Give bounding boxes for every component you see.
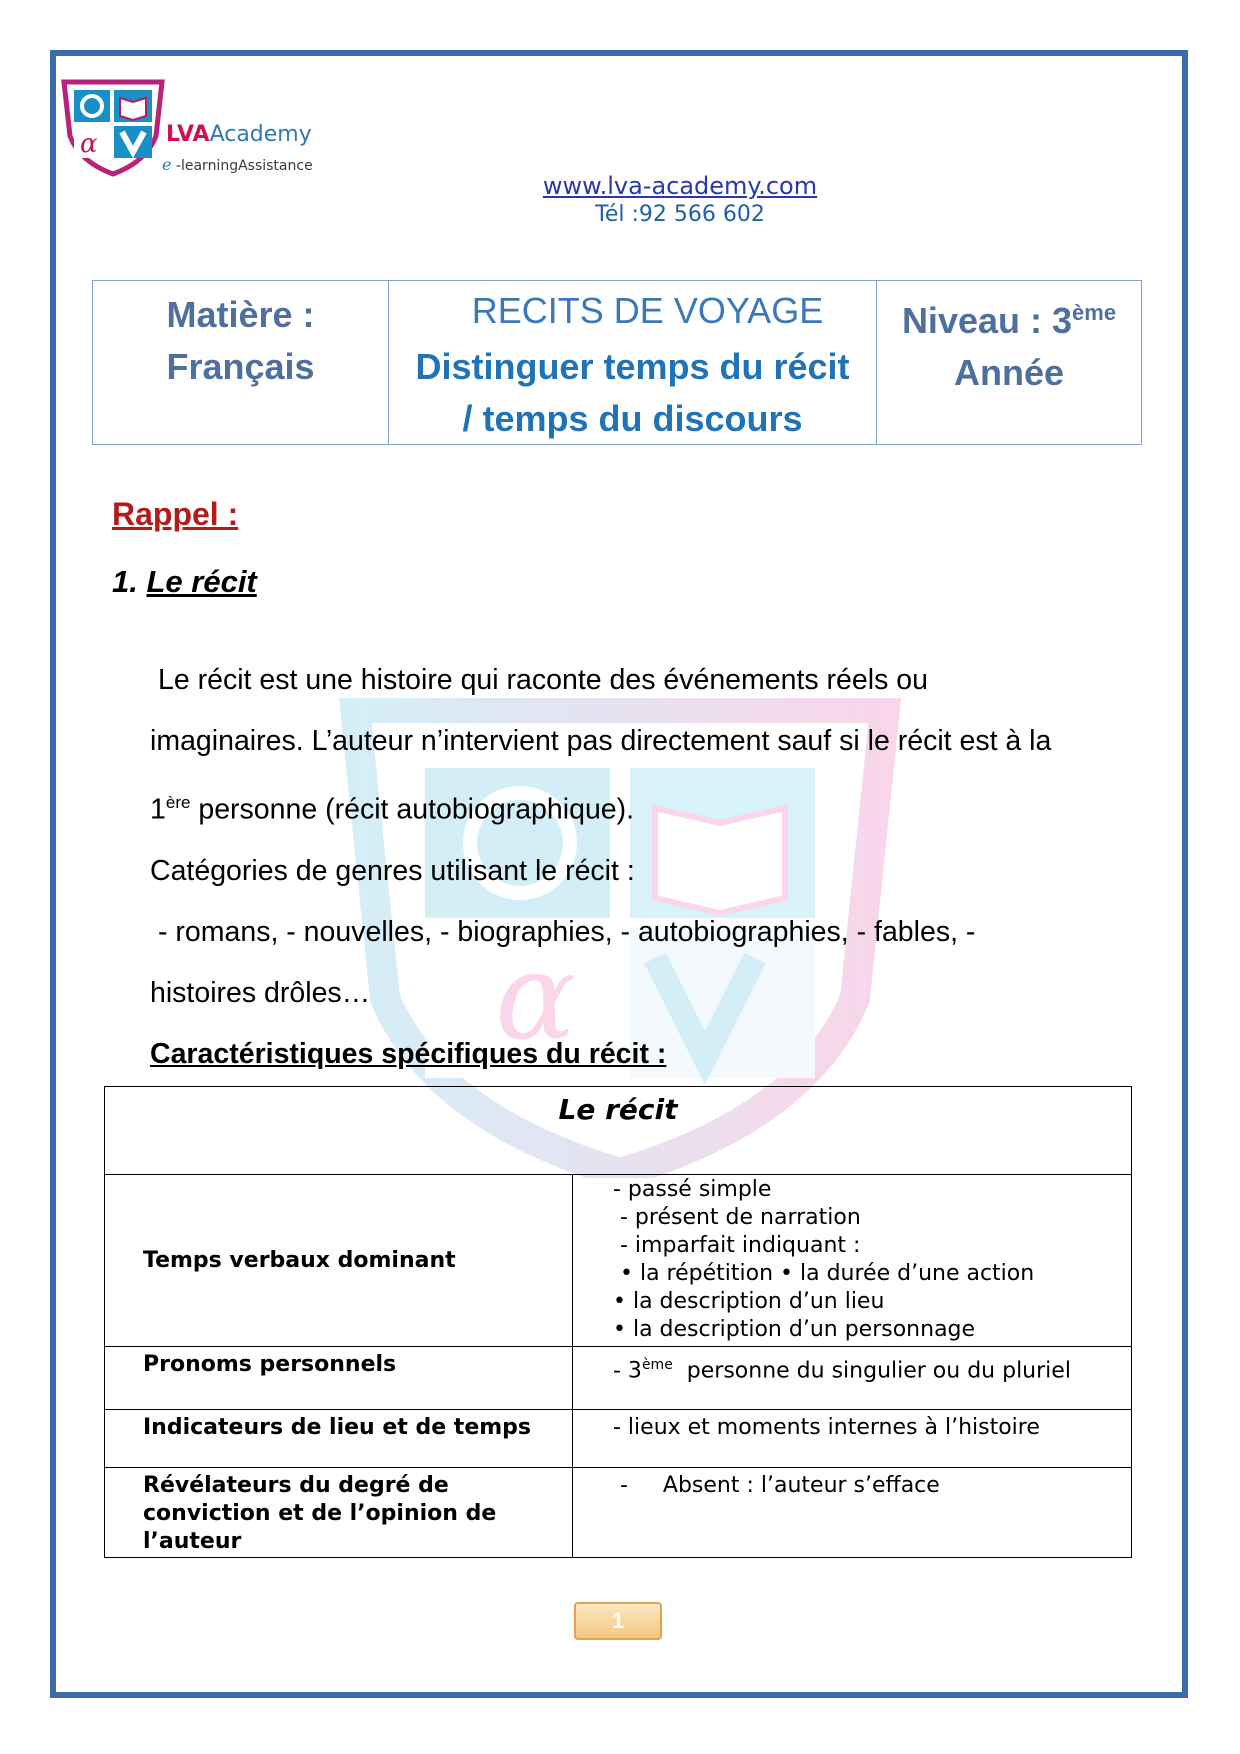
genres-title: Catégories de genres utilisant le récit : [150, 854, 635, 887]
para-line-3: 1ère personne (récit autobiographique). [150, 793, 635, 826]
row-value-line: - imparfait indiquant : [613, 1233, 861, 1258]
row-value-sup: ème [641, 1357, 673, 1373]
row-label: Indicateurs de lieu et de temps [105, 1410, 573, 1468]
section-number: 1. [112, 564, 138, 599]
logo-tagline-text: -learningAssistance [171, 158, 313, 174]
row-value-line: • la description d’un personnage [613, 1317, 976, 1342]
genres-line-1: - romans, - nouvelles, - biographies, - autobiographies, - fables, - [158, 915, 976, 948]
table-row [105, 1468, 1132, 1558]
table-row [105, 1410, 1132, 1468]
row-value: - lieux et moments internes à l’histoire [573, 1410, 1132, 1468]
lva-academy-logo-icon [58, 78, 168, 178]
phone-number: Tél :92 566 602 [595, 202, 765, 227]
row-label: Pronoms personnels [105, 1347, 573, 1410]
subject-label: Matière : [166, 294, 315, 335]
page-number: 1 [574, 1602, 662, 1640]
lesson-theme: RECITS DE VOYAGE [471, 290, 824, 331]
genres-line-2: histoires drôles… [150, 976, 371, 1009]
logo-name [166, 122, 312, 147]
rappel-heading: Rappel : [112, 496, 239, 532]
subject-value: Français [166, 346, 315, 387]
lesson-title-line2: / temps du discours [462, 398, 803, 439]
recit-table [104, 1086, 1132, 1558]
level-sup: ème [1072, 300, 1117, 325]
title-cell [389, 281, 877, 444]
table-row [105, 1175, 1132, 1347]
lesson-title-line1: Distinguer temps du récit [415, 346, 850, 387]
lesson-title [389, 341, 876, 445]
section-heading [112, 564, 257, 600]
svg-text:α: α [495, 928, 577, 1067]
info-table [92, 280, 1142, 445]
row-value: - 3ème personne du singulier ou du pluriel [573, 1347, 1132, 1410]
subject-cell [93, 281, 389, 444]
row-value [573, 1468, 1132, 1558]
logo-name-part1: LVA [166, 122, 210, 147]
row-label: Révélateurs du degré de conviction et de l’opinion de l’auteur [105, 1468, 573, 1558]
para-line-1: Le récit est une histoire qui raconte des événements réels ou [158, 664, 928, 696]
logo-name-part2: Academy [209, 122, 312, 147]
intro-paragraph [150, 650, 1150, 1085]
table-row [105, 1347, 1132, 1410]
logo-tagline-prefix: e [162, 155, 172, 174]
recit-table-header: Le récit [105, 1087, 1132, 1175]
characteristics-title: Caractéristiques spécifiques du récit : [150, 1037, 667, 1070]
row-value-line: • la répétition • la durée d’une action [613, 1261, 1035, 1286]
row-value-line: - passé simple [613, 1177, 772, 1202]
row-value-line: • la description d’un lieu [613, 1289, 885, 1314]
para-line-2: imaginaires. L’auteur n’intervient pas directement sauf si le récit est à la [150, 725, 1052, 757]
section-title: Le récit [146, 564, 257, 599]
row-value-line: - présent de narration [613, 1205, 861, 1230]
logo-tagline [162, 155, 313, 174]
level-value: Année [953, 352, 1065, 393]
svg-text:α: α [80, 129, 98, 159]
level-cell [877, 281, 1141, 444]
level-label: Niveau : 3ème [901, 300, 1117, 341]
row-label: Temps verbaux dominant [105, 1175, 573, 1347]
row-value [573, 1175, 1132, 1347]
row-value-text: - Absent : l’auteur s’efface [613, 1473, 940, 1498]
para-line-3-sup: ère [165, 793, 191, 812]
website-link[interactable]: www.lva-academy.com [542, 172, 818, 200]
